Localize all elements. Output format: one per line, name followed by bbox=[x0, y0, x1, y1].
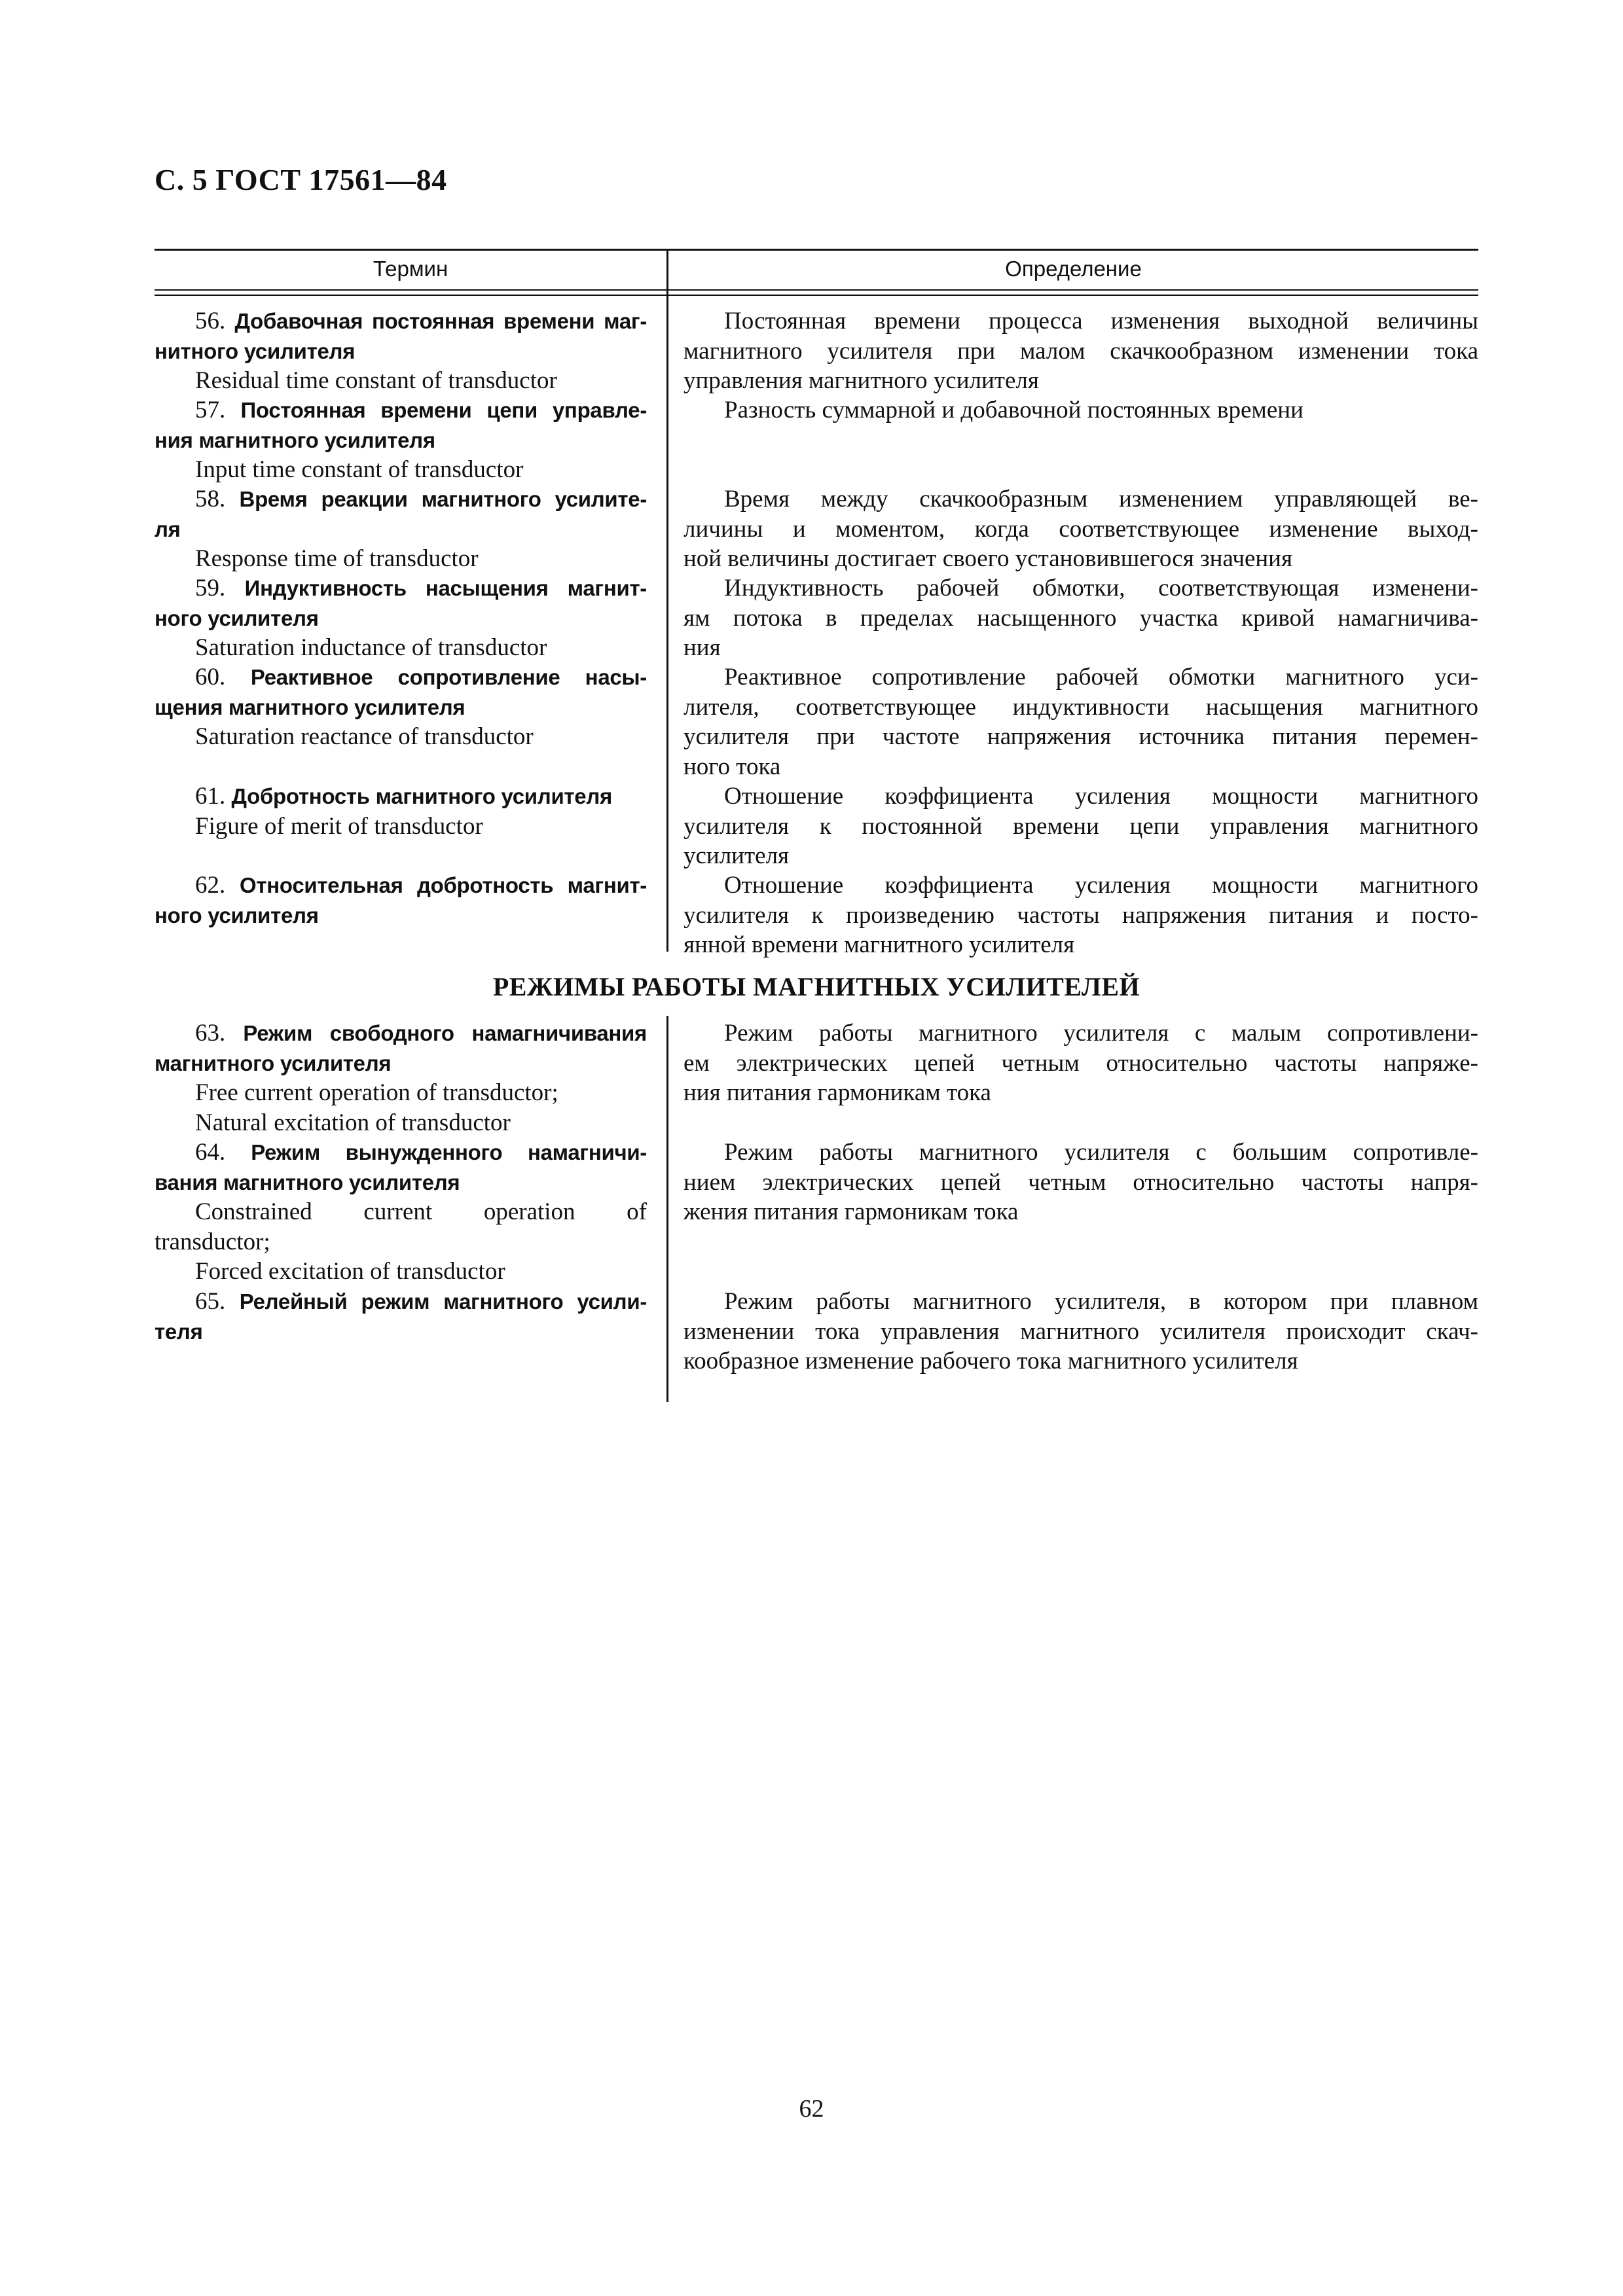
definition-entry-61 bbox=[684, 781, 1478, 871]
term-line: 65. Релейный режим магнитного усили- bbox=[195, 1288, 647, 1315]
term-entry-57 bbox=[155, 395, 647, 485]
definition-entry-57 bbox=[684, 395, 1478, 425]
header-double-rule-lower bbox=[155, 295, 1478, 296]
english-term: Free current operation of transductor; bbox=[195, 1079, 558, 1106]
term-line: 64. Режим вынужденного намагничи- bbox=[195, 1139, 647, 1166]
definition-line: ния bbox=[684, 634, 721, 661]
term-line: ного усилителя bbox=[155, 605, 319, 630]
term-entry-59 bbox=[155, 573, 647, 663]
column-divider-upper bbox=[666, 296, 668, 952]
column-header-definition: Определение bbox=[1005, 257, 1142, 281]
definition-entry-59 bbox=[684, 573, 1478, 663]
definition-line: Реактивное сопротивление рабочей обмотки магнитного уси- bbox=[724, 664, 1478, 691]
definition-line: янной времени магнитного усилителя bbox=[684, 931, 1075, 958]
term-entry-64 bbox=[155, 1138, 647, 1287]
definition-line: Разность суммарной и добавочной постоянных времени bbox=[724, 397, 1304, 423]
english-term: transductor; bbox=[155, 1228, 270, 1255]
definition-line: усилителя при частоте напряжения источника питания перемен- bbox=[684, 723, 1478, 750]
term-line: нитного усилителя bbox=[155, 338, 356, 363]
definition-line: ной величины достигает своего установившегося значения bbox=[684, 545, 1293, 572]
term-line: ного усилителя bbox=[155, 903, 319, 927]
term-entry-63 bbox=[155, 1018, 647, 1138]
term-line: 60. Реактивное сопротивление насы- bbox=[195, 664, 647, 691]
term-entry-58 bbox=[155, 484, 647, 574]
definition-line: жения питания гармоникам тока bbox=[684, 1198, 1019, 1225]
english-term: Input time constant of transductor bbox=[195, 456, 524, 483]
definition-entry-58 bbox=[684, 484, 1478, 574]
definition-line: Время между скачкообразным изменением управляющей ве- bbox=[724, 486, 1478, 512]
definition-line: управления магнитного усилителя bbox=[684, 367, 1039, 394]
term-line: магнитного усилителя bbox=[155, 1050, 392, 1075]
table-top-rule bbox=[155, 249, 1478, 251]
term-line: 56. Добавочная постоянная времени маг- bbox=[195, 308, 647, 334]
column-header-term: Термин bbox=[373, 257, 448, 281]
section-title: РЕЖИМЫ РАБОТЫ МАГНИТНЫХ УСИЛИТЕЛЕЙ bbox=[492, 972, 1140, 1001]
term-line: ля bbox=[155, 516, 181, 541]
english-term: Constrained current operation of bbox=[195, 1198, 647, 1225]
definition-entry-60 bbox=[684, 662, 1478, 781]
definition-line: ем электрических цепей четным относительно частоты напряже- bbox=[684, 1049, 1478, 1077]
page-number: 62 bbox=[799, 2095, 824, 2123]
term-entry-56 bbox=[155, 306, 647, 396]
definition-line: усилителя к произведению частоты напряжения питания и посто- bbox=[684, 901, 1478, 929]
definition-line: ния питания гармоникам тока bbox=[684, 1079, 991, 1106]
column-divider-lower bbox=[666, 1016, 668, 1402]
definition-line: Постоянная времени процесса изменения выходной величины bbox=[724, 308, 1478, 334]
term-line: 57. Постоянная времени цепи управле- bbox=[195, 397, 647, 423]
term-entry-62 bbox=[155, 870, 647, 930]
english-term: Figure of merit of transductor bbox=[195, 812, 483, 840]
definition-line: нием электрических цепей четным относительно частоты напря- bbox=[684, 1168, 1478, 1196]
term-entry-65 bbox=[155, 1287, 647, 1346]
term-line: 59. Индуктивность насыщения магнит- bbox=[195, 575, 647, 601]
term-line: 61. Добротность магнитного усилителя bbox=[195, 783, 612, 810]
definition-entry-62 bbox=[684, 870, 1478, 960]
definition-entry-65 bbox=[684, 1287, 1478, 1376]
english-term: Response time of transductor bbox=[195, 545, 479, 572]
term-line: 58. Время реакции магнитного усилите- bbox=[195, 486, 647, 512]
definition-entry-63 bbox=[684, 1018, 1478, 1108]
definition-line: усилителя к постоянной времени цепи управления магнитного bbox=[684, 812, 1478, 840]
header-double-rule-upper bbox=[155, 289, 1478, 291]
term-line: 63. Режим свободного намагничивания bbox=[195, 1020, 647, 1047]
english-term: Saturation reactance of transductor bbox=[195, 723, 534, 750]
english-term: Forced excitation of transductor bbox=[195, 1258, 505, 1285]
english-term: Residual time constant of transductor bbox=[195, 367, 557, 394]
document-header-title: С. 5 ГОСТ 17561—84 bbox=[155, 163, 447, 196]
term-entry-60 bbox=[155, 662, 647, 752]
english-term: Saturation inductance of transductor bbox=[195, 634, 547, 661]
term-line: ния магнитного усилителя bbox=[155, 427, 435, 452]
definition-line: личины и моментом, когда соответствующее изменение выход- bbox=[684, 515, 1478, 543]
definition-line: Режим работы магнитного усилителя, в котором при плавном bbox=[724, 1288, 1478, 1315]
definition-line: усилителя bbox=[684, 842, 790, 869]
definition-line: Отношение коэффициента усиления мощности магнитного bbox=[724, 872, 1478, 899]
definition-line: магнитного усилителя при малом скачкообразном изменении тока bbox=[684, 337, 1478, 365]
definition-line: ного тока bbox=[684, 753, 781, 780]
definition-line: Индуктивность рабочей обмотки, соответствующая изменени- bbox=[724, 575, 1478, 601]
definition-line: изменении тока управления магнитного усилителя происходит скач- bbox=[684, 1318, 1478, 1345]
definition-line: ям потока в пределах насыщенного участка кривой намагничива- bbox=[684, 604, 1478, 632]
definition-line: Режим работы магнитного усилителя с большим сопротивле- bbox=[724, 1139, 1478, 1166]
definition-line: Режим работы магнитного усилителя с малым сопротивлени- bbox=[724, 1020, 1478, 1047]
term-line: 62. Относительная добротность магнит- bbox=[195, 872, 647, 899]
term-line: щения магнитного усилителя bbox=[155, 694, 465, 719]
term-line: вания магнитного усилителя bbox=[155, 1170, 460, 1194]
definition-entry-56 bbox=[684, 306, 1478, 396]
english-term: Natural excitation of transductor bbox=[195, 1109, 511, 1136]
definition-line: Отношение коэффициента усиления мощности магнитного bbox=[724, 783, 1478, 810]
definition-entry-64 bbox=[684, 1138, 1478, 1227]
definition-line: лителя, соответствующее индуктивности насыщения магнитного bbox=[684, 693, 1478, 721]
definition-line: кообразное изменение рабочего тока магнитного усилителя bbox=[684, 1348, 1298, 1374]
term-entry-61 bbox=[155, 781, 647, 841]
term-line: теля bbox=[155, 1319, 203, 1344]
